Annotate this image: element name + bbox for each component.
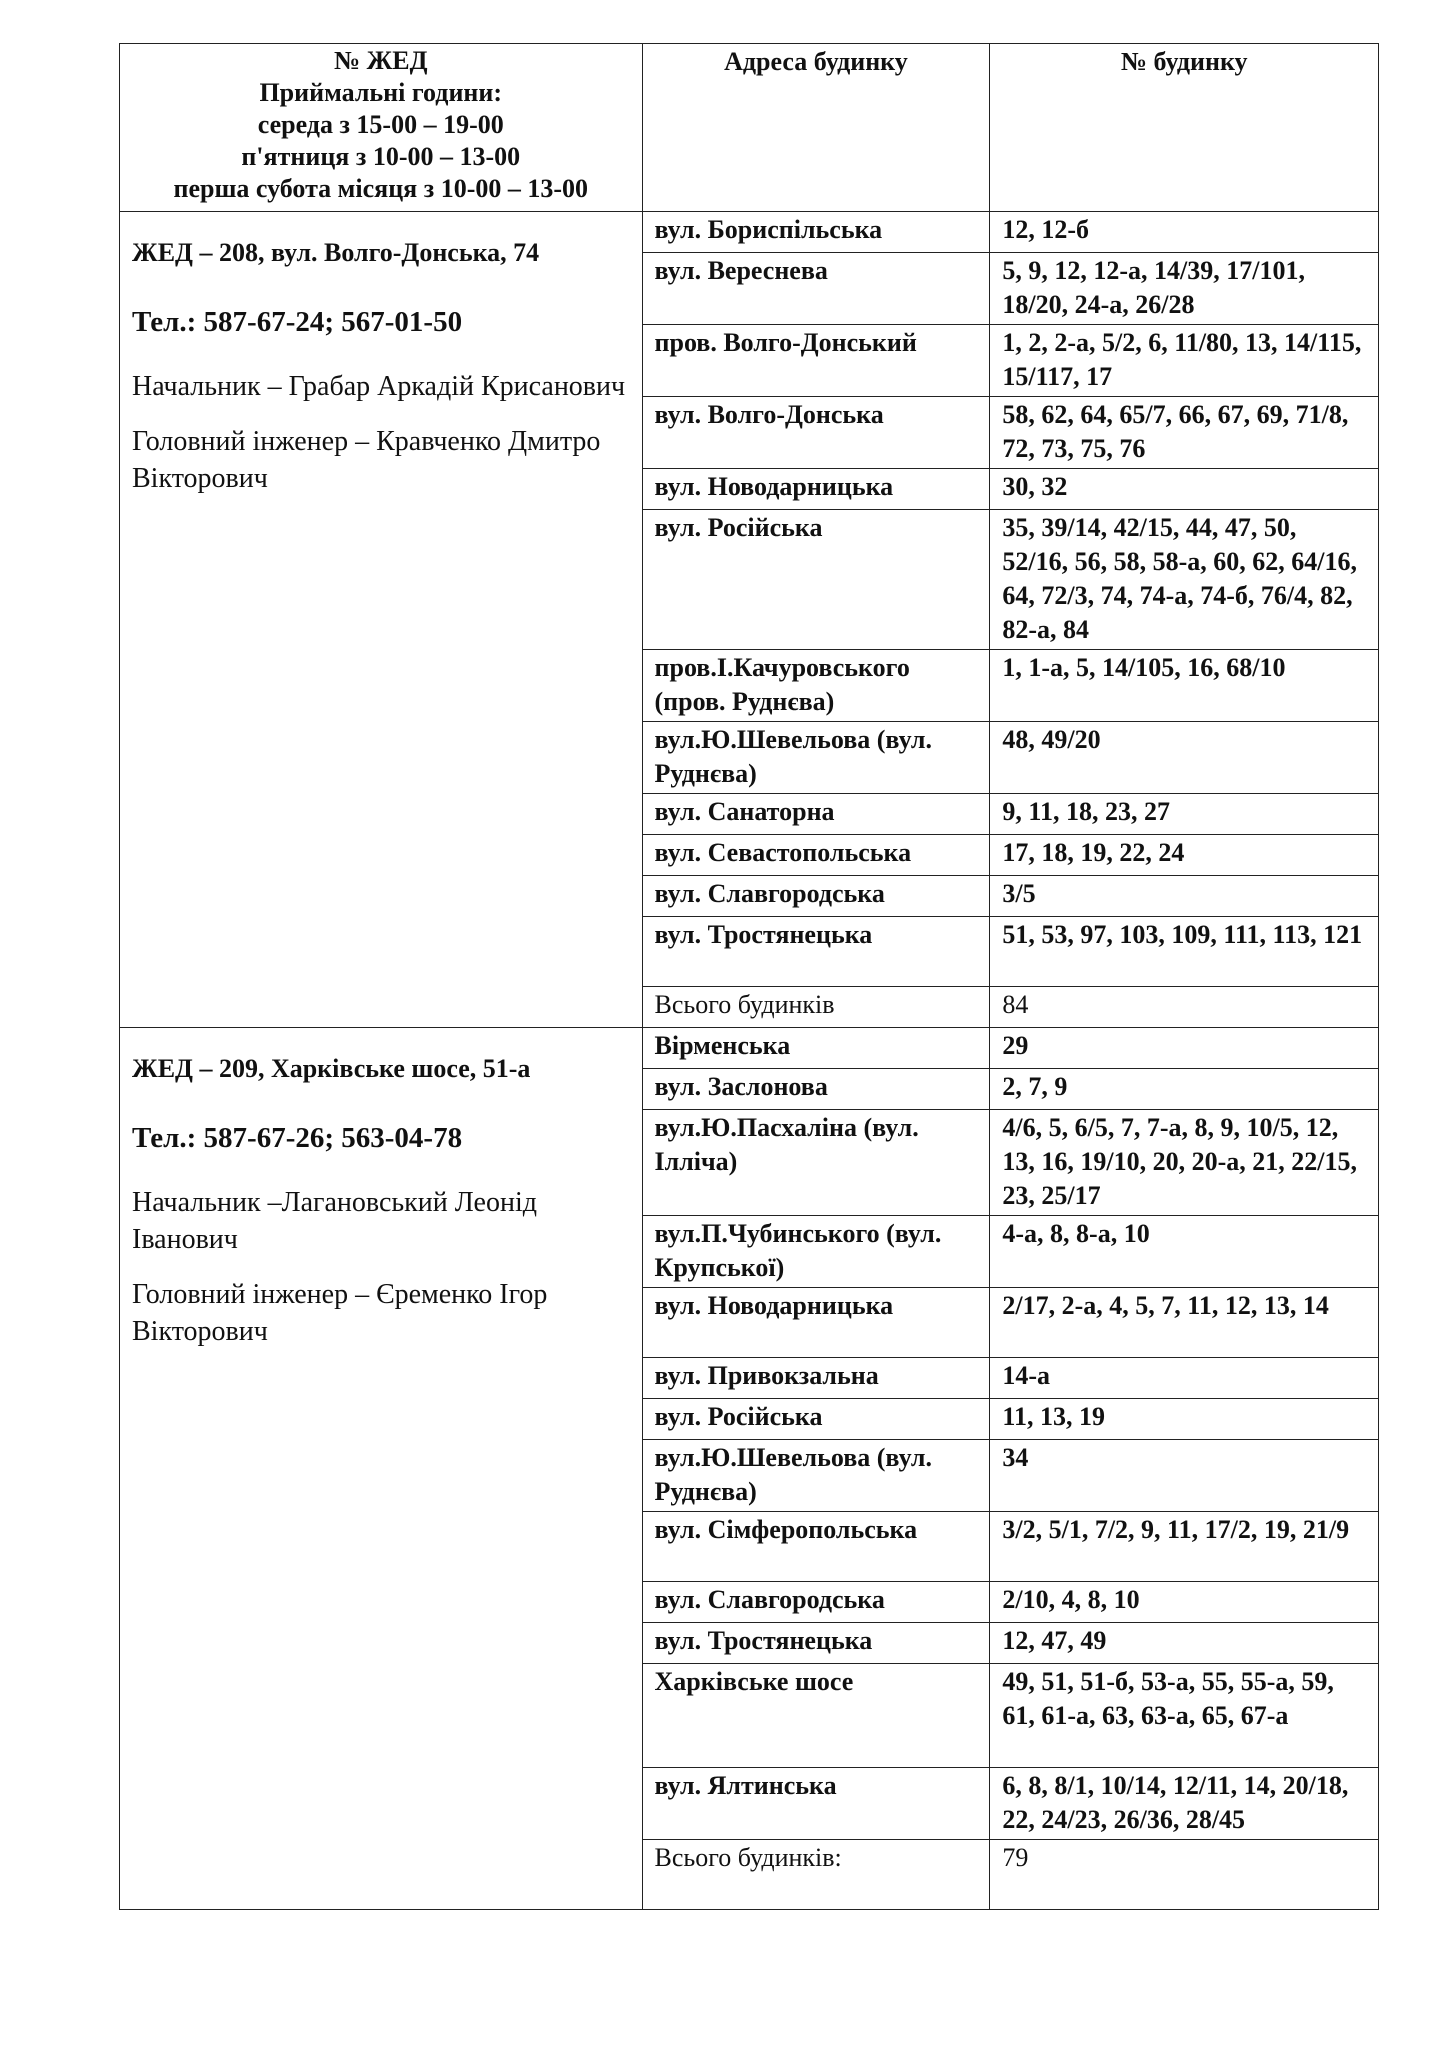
street-cell: вул. Славгородська	[642, 876, 990, 917]
street-cell: вул. Славгородська	[642, 1582, 990, 1623]
table-row	[120, 1028, 1379, 1069]
total-value: 79	[990, 1840, 1379, 1910]
street-cell: вул. Севастопольська	[642, 835, 990, 876]
street-cell: Вірменська	[642, 1028, 990, 1069]
total-label: Всього будинків	[642, 987, 990, 1028]
header-line: № ЖЕД	[333, 46, 428, 75]
street-cell: вул. Російська	[642, 510, 990, 650]
house-numbers-cell: 2/10, 4, 8, 10	[990, 1582, 1379, 1623]
house-numbers-cell: 48, 49/20	[990, 722, 1379, 794]
office-name: ЖЕД – 209, Харківське шосе, 51-а	[132, 1054, 531, 1083]
street-cell: вул. Вереснева	[642, 253, 990, 325]
street-cell: Харківське шосе	[642, 1664, 990, 1768]
street-cell: вул. Тростянецька	[642, 917, 990, 987]
table-row	[120, 212, 1379, 253]
street-cell: вул.П.Чубинського (вул. Крупської)	[642, 1216, 990, 1288]
house-numbers-cell: 51, 53, 97, 103, 109, 111, 113, 121	[990, 917, 1379, 987]
house-numbers-cell: 9, 11, 18, 23, 27	[990, 794, 1379, 835]
header-line: п'ятниця з 10-00 – 13-00	[241, 142, 521, 171]
office-phone: Тел.: 587-67-26; 563-04-78	[132, 1122, 463, 1154]
house-numbers-cell: 4/6, 5, 6/5, 7, 7-а, 8, 9, 10/5, 12, 13, 16, 19/10, 20, 20-а, 21, 22/15, 23, 25/17	[990, 1110, 1379, 1216]
house-numbers-cell: 12, 12-б	[990, 212, 1379, 253]
street-cell: пров. Волго-Донський	[642, 325, 990, 397]
house-numbers-cell: 2/17, 2-а, 4, 5, 7, 11, 12, 13, 14	[990, 1288, 1379, 1358]
total-label: Всього будинків:	[642, 1840, 990, 1910]
office-chief-engineer: Головний інженер – Кравченко Дмитро Вікторович	[132, 426, 601, 494]
table-header-row	[120, 44, 1379, 212]
house-numbers-cell: 49, 51, 51-б, 53-а, 55, 55-а, 59, 61, 61-а, 63, 63-а, 65, 67-а	[990, 1664, 1379, 1768]
street-cell: вул. Тростянецька	[642, 1623, 990, 1664]
office-phone: Тел.: 587-67-24; 567-01-50	[132, 306, 463, 338]
house-numbers-cell: 14-а	[990, 1358, 1379, 1399]
house-numbers-cell: 58, 62, 64, 65/7, 66, 67, 69, 71/8, 72, 73, 75, 76	[990, 397, 1379, 469]
street-cell: вул. Заслонова	[642, 1069, 990, 1110]
total-value: 84	[990, 987, 1379, 1028]
street-cell: вул. Санаторна	[642, 794, 990, 835]
street-cell: вул.Ю.Пасхаліна (вул. Ілліча)	[642, 1110, 990, 1216]
street-cell: пров.І.Качуровського (пров. Руднєва)	[642, 650, 990, 722]
header-line: перша субота місяця з 10-00 – 13-00	[173, 174, 589, 203]
house-numbers-cell: 30, 32	[990, 469, 1379, 510]
street-cell: вул. Волго-Донська	[642, 397, 990, 469]
office-info-cell	[120, 212, 643, 1028]
office-209-section	[120, 1028, 1379, 1910]
office-208-section	[120, 212, 1379, 1028]
house-numbers-cell: 2, 7, 9	[990, 1069, 1379, 1110]
house-numbers-cell: 3/2, 5/1, 7/2, 9, 11, 17/2, 19, 21/9	[990, 1512, 1379, 1582]
header-line: Приймальні години:	[259, 78, 503, 107]
house-numbers-cell: 11, 13, 19	[990, 1399, 1379, 1440]
office-chief-engineer: Головний інженер – Єременко Ігор Вікторович	[132, 1279, 548, 1347]
house-numbers-cell: 29	[990, 1028, 1379, 1069]
office-info-cell	[120, 1028, 643, 1910]
house-numbers-cell: 1, 2, 2-а, 5/2, 6, 11/80, 13, 14/115, 15/117, 17	[990, 325, 1379, 397]
office-chief: Начальник –Лагановський Леонід Іванович	[132, 1187, 537, 1255]
office-chief: Начальник – Грабар Аркадій Крисанович	[132, 371, 626, 402]
house-numbers-cell: 5, 9, 12, 12-а, 14/39, 17/101, 18/20, 24-а, 26/28	[990, 253, 1379, 325]
header-zhed-hours	[120, 44, 643, 212]
street-cell: вул.Ю.Шевельова (вул. Руднєва)	[642, 1440, 990, 1512]
street-cell: вул.Ю.Шевельова (вул. Руднєва)	[642, 722, 990, 794]
street-cell: вул. Привокзальна	[642, 1358, 990, 1399]
house-numbers-cell: 6, 8, 8/1, 10/14, 12/11, 14, 20/18, 22, 24/23, 26/36, 28/45	[990, 1768, 1379, 1840]
street-cell: вул. Російська	[642, 1399, 990, 1440]
house-numbers-cell: 1, 1-а, 5, 14/105, 16, 68/10	[990, 650, 1379, 722]
zhed-address-table	[119, 43, 1379, 1910]
house-numbers-cell: 17, 18, 19, 22, 24	[990, 835, 1379, 876]
street-cell: вул. Новодарницька	[642, 1288, 990, 1358]
street-cell: вул. Новодарницька	[642, 469, 990, 510]
street-cell: вул. Бориспільська	[642, 212, 990, 253]
header-house-number: № будинку	[990, 44, 1379, 212]
house-numbers-cell: 12, 47, 49	[990, 1623, 1379, 1664]
house-numbers-cell: 4-а, 8, 8-а, 10	[990, 1216, 1379, 1288]
header-address: Адреса будинку	[642, 44, 990, 212]
house-numbers-cell: 35, 39/14, 42/15, 44, 47, 50, 52/16, 56, 58, 58-а, 60, 62, 64/16, 64, 72/3, 74, 74-а, 74-б, 76/4, 82, 82-а, 84	[990, 510, 1379, 650]
house-numbers-cell: 34	[990, 1440, 1379, 1512]
house-numbers-cell: 3/5	[990, 876, 1379, 917]
street-cell: вул. Ялтинська	[642, 1768, 990, 1840]
header-line: середа з 15-00 – 19-00	[257, 110, 504, 139]
office-name: ЖЕД – 208, вул. Волго-Донська, 74	[132, 238, 540, 267]
street-cell: вул. Сімферопольська	[642, 1512, 990, 1582]
